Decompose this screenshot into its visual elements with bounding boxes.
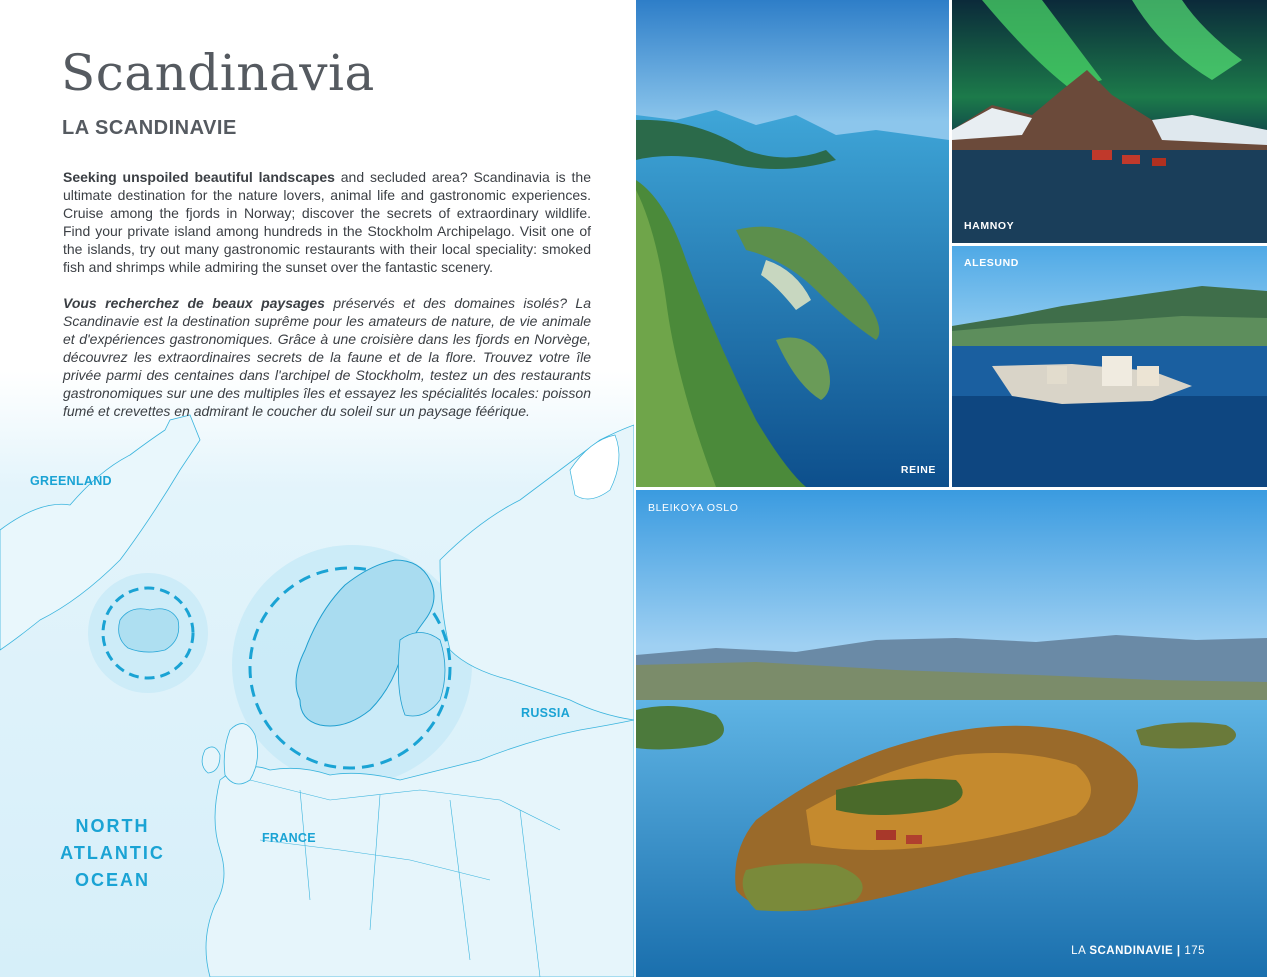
footer-section: SCANDINAVIE xyxy=(1089,945,1174,957)
ocean-line-2: ATLANTIC OCEAN xyxy=(60,843,165,890)
page-footer xyxy=(1071,945,1205,957)
caption-bleikoya-oslo: BLEIKOYA OSLO xyxy=(648,502,739,514)
caption-hamnoy: HAMNOY xyxy=(964,220,1015,232)
reine-image xyxy=(636,0,949,487)
caption-reine: REINE xyxy=(900,464,936,476)
page-number: 175 xyxy=(1184,945,1205,957)
english-lead: Seeking unspoiled beautiful landscapes xyxy=(63,169,335,185)
footer-separator: | xyxy=(1173,945,1185,957)
hamnoy-image xyxy=(952,0,1267,243)
french-body: préservés et des domaines isolés? La Scandinavie est la destination suprême pour les amateurs de nature, de vie animale et d'expériences gastronomiques. Grâce à une croisière dans les fjords en Norvège, découvrez les extraordinaires secrets de la faune et de la flore. Trouvez votre île privée parmi des centaines dans l'archipel de Stockholm, testez un des restaurants gastronomiques sur une des multiples îles et essayez les spécialités locales: poisson fumé et crevettes en admirant le coucher du soleil sur un paysage féérique. xyxy=(63,295,591,419)
map-label-ocean xyxy=(20,813,205,894)
english-paragraph xyxy=(63,168,591,276)
map-label-russia: RUSSIA xyxy=(521,706,571,720)
caption-alesund: ALESUND xyxy=(964,257,1019,269)
page-title: Scandinavia xyxy=(61,44,375,102)
french-paragraph xyxy=(63,294,591,420)
map-label-greenland: GREENLAND xyxy=(30,474,112,488)
photo-hamnoy xyxy=(952,0,1267,243)
english-body: and secluded area? Scandinavia is the ultimate destination for the nature lovers, animal life and gastronomic experiences. Cruise among the fjords in Norway; discover the secrets of extraordinary wildlife. Find your private island among hundreds in the Stockholm Archipelago. Visit one of the islands, try out many gastronomic restaurants with their local speciality: smoked fish and shrimps while admiring the sunset over the fantastic scenery. xyxy=(63,169,591,275)
photo-bleikoya-oslo xyxy=(636,490,1267,977)
oslo-image xyxy=(636,490,1267,977)
page-subtitle: LA SCANDINAVIE xyxy=(62,117,237,139)
alesund-image xyxy=(952,246,1267,487)
french-lead: Vous recherchez de beaux paysages xyxy=(63,295,325,311)
photo-reine xyxy=(636,0,949,487)
map-label-france: FRANCE xyxy=(262,831,316,845)
footer-prefix: LA xyxy=(1071,945,1090,957)
ocean-line-1: NORTH xyxy=(75,816,150,836)
photo-alesund xyxy=(952,246,1267,487)
